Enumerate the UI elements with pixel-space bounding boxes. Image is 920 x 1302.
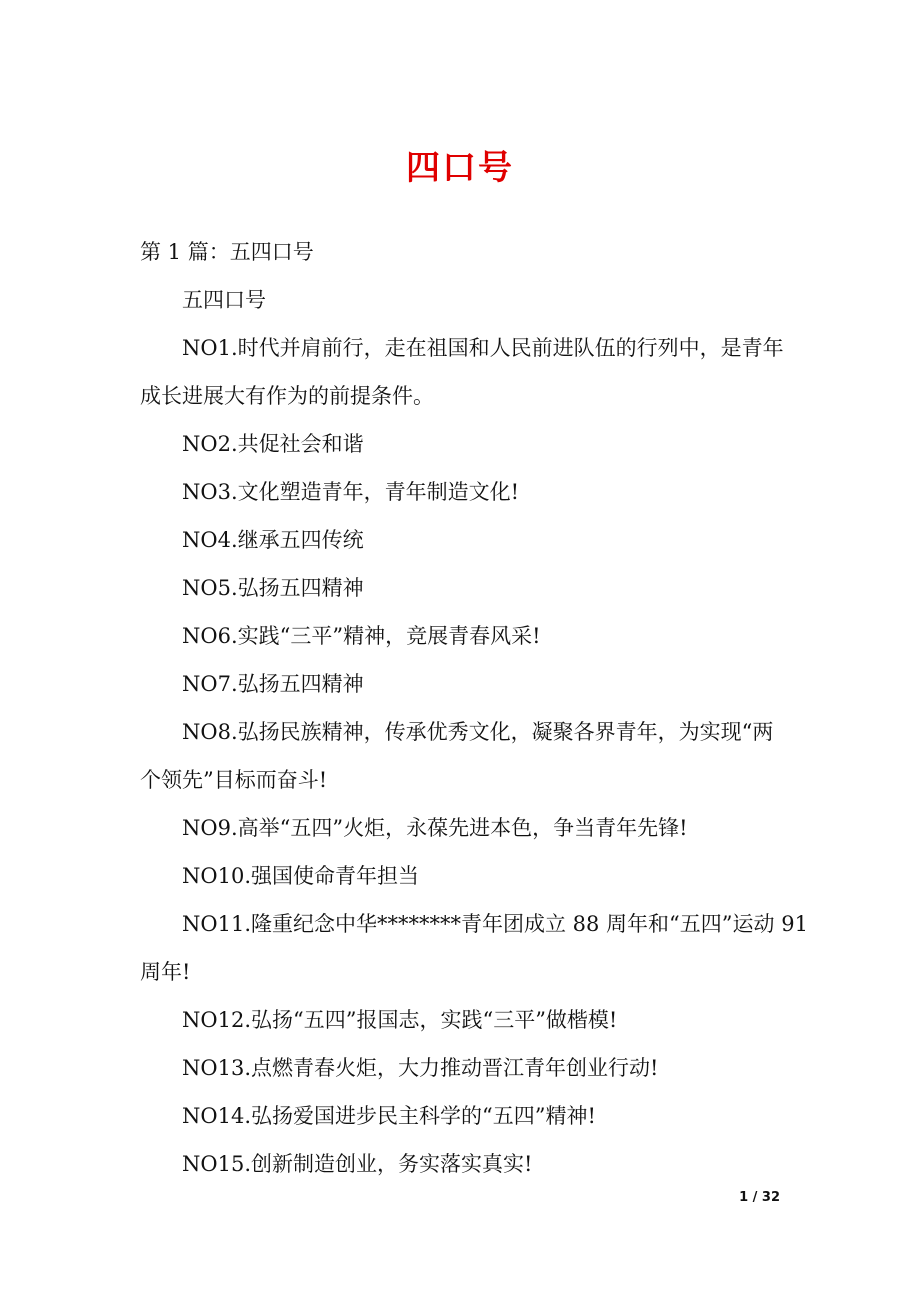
text-line: 周年! <box>140 960 191 984</box>
text-line: NO9.高举“五四”火炬，永葆先进本色，争当青年先锋! <box>182 816 688 840</box>
text-line: NO2.共促社会和谐 <box>182 432 364 456</box>
text-line: NO11.隆重纪念中华********青年团成立 88 周年和“五四”运动 91 <box>182 912 808 936</box>
text-line: 五四口号 <box>182 288 266 312</box>
text-line: NO14.弘扬爱国进步民主科学的“五四”精神! <box>182 1104 596 1128</box>
text-line: NO13.点燃青春火炬，大力推动晋江青年创业行动! <box>182 1056 659 1080</box>
text-line: NO8.弘扬民族精神，传承优秀文化，凝聚各界青年，为实现“两 <box>182 720 774 744</box>
text-line: NO7.弘扬五四精神 <box>182 672 364 696</box>
text-line: NO6.实践“三平”精神，竞展青春风采! <box>182 624 541 648</box>
text-line: 第 1 篇：五四口号 <box>140 240 314 264</box>
text-line: 成长进展大有作为的前提条件。 <box>140 384 434 408</box>
text-line: NO15.创新制造创业，务实落实真实! <box>182 1152 533 1176</box>
text-line: 个领先”目标而奋斗! <box>140 768 328 792</box>
document-body <box>140 228 808 1188</box>
page-indicator: 1 / 32 <box>739 1190 780 1205</box>
document-title: 四口号 <box>406 148 514 188</box>
text-line: NO1.时代并肩前行，走在祖国和人民前进队伍的行列中，是青年 <box>182 336 784 360</box>
text-line: NO12.弘扬“五四”报国志，实践“三平”做楷模! <box>182 1008 618 1032</box>
text-line: NO4.继承五四传统 <box>182 528 364 552</box>
text-line: NO5.弘扬五四精神 <box>182 576 364 600</box>
text-line: NO10.强国使命青年担当 <box>182 864 419 888</box>
text-line: NO3.文化塑造青年，青年制造文化! <box>182 480 520 504</box>
